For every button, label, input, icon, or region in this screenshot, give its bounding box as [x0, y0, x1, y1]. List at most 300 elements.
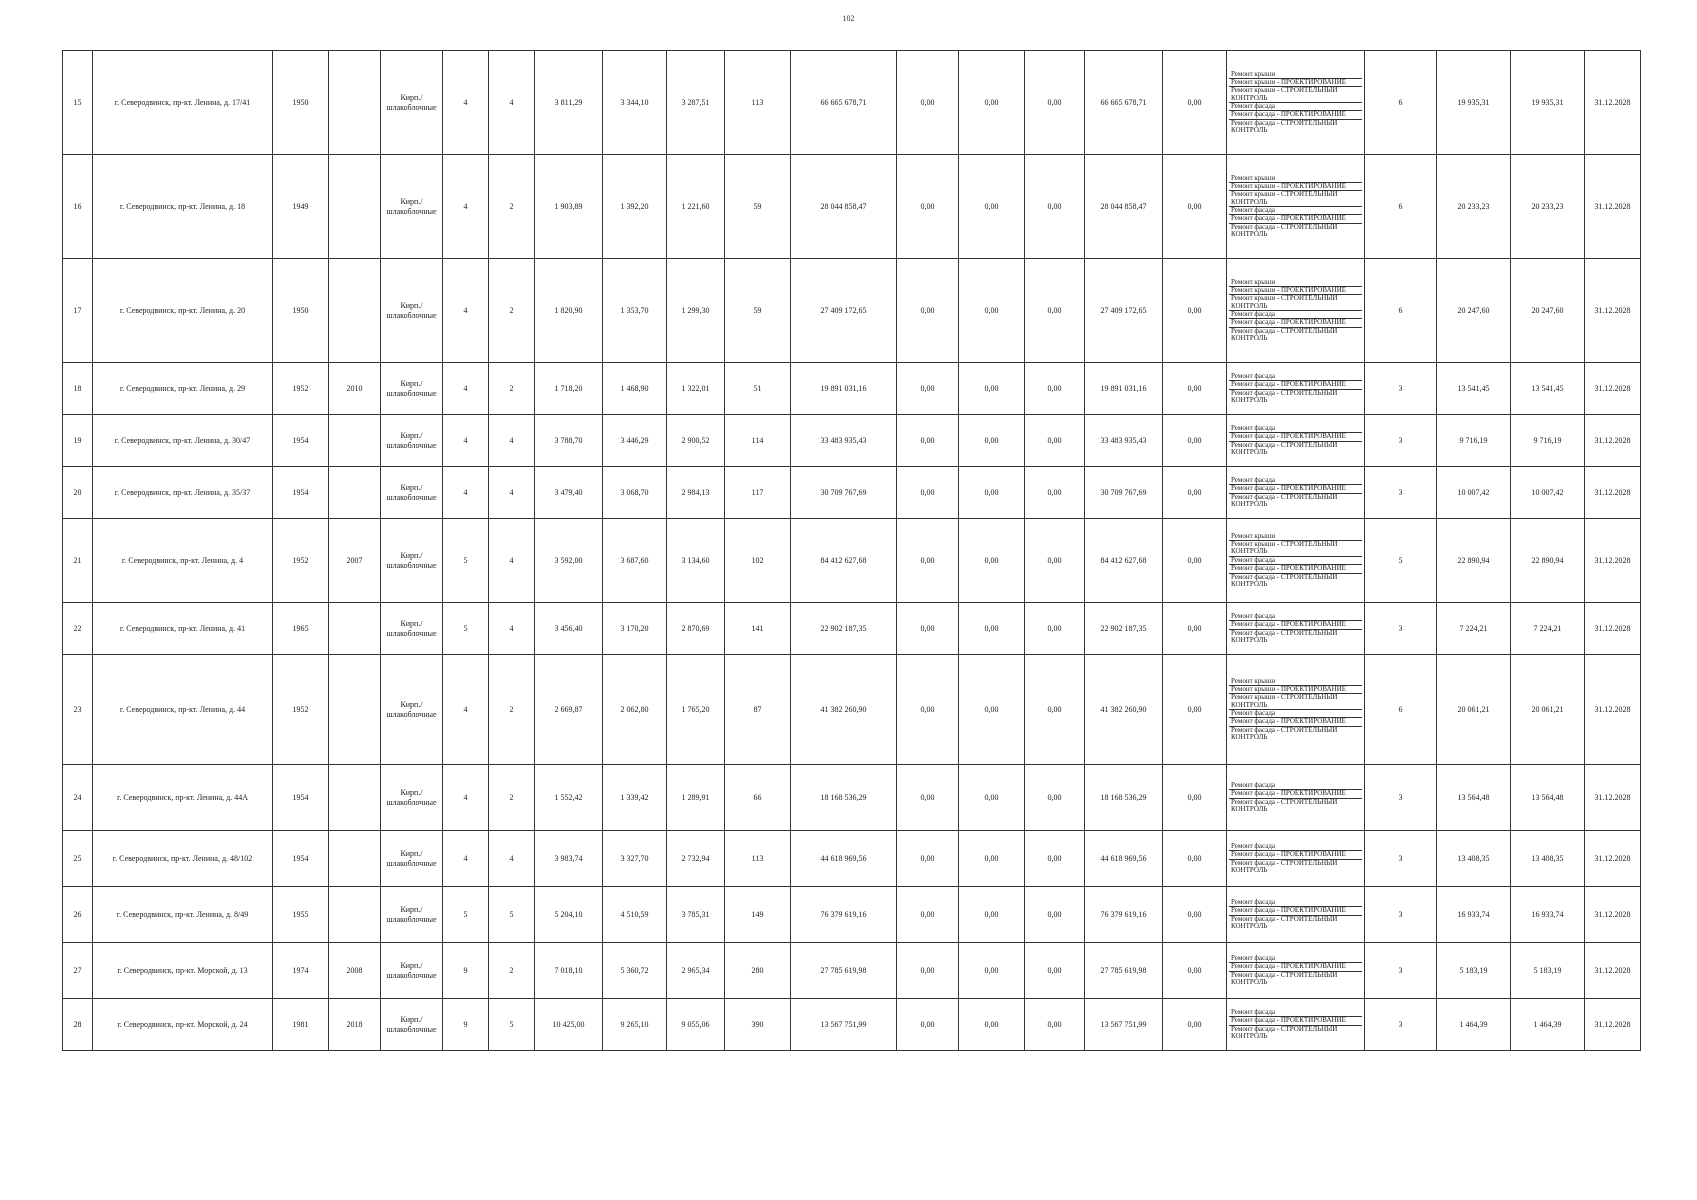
- work-item: Ремонт крыши - СТРОИТЕЛЬНЫЙ КОНТРОЛЬ: [1229, 191, 1362, 207]
- work-item: Ремонт фасада - СТРОИТЕЛЬНЫЙ КОНТРОЛЬ: [1231, 726, 1338, 742]
- area-living-cell: 4 510,59: [603, 887, 667, 943]
- fund-local-cell: 0,00: [1025, 519, 1085, 603]
- floors-count-cell: 4: [443, 467, 489, 519]
- unit-cost-cell: 13 541,45: [1437, 363, 1511, 415]
- owners-funds-cell: 18 168 536,29: [1085, 765, 1163, 831]
- area-total-cell: 1 820,90: [535, 259, 603, 363]
- max-unit-cost-cell: 22 890,94: [1511, 519, 1585, 603]
- year-built-cell: 1954: [273, 415, 329, 467]
- fund-regional-cell: 0,00: [959, 603, 1025, 655]
- wall-material-cell: Кирп./ шлакоблочные: [381, 467, 443, 519]
- work-item: Ремонт фасада - СТРОИТЕЛЬНЫЙ КОНТРОЛЬ: [1231, 1025, 1338, 1040]
- max-unit-cost-cell: 13 564,48: [1511, 765, 1585, 831]
- works-list-cell: [1227, 603, 1365, 655]
- works-list-cell: [1227, 765, 1365, 831]
- area-total-cell: 2 669,87: [535, 655, 603, 765]
- wall-material-cell: Кирп./ шлакоблочные: [381, 943, 443, 999]
- year-repair-cell: [329, 51, 381, 155]
- fund-local-cell: 0,00: [1025, 259, 1085, 363]
- works-list-cell: [1227, 519, 1365, 603]
- area-living-residential-cell: 3 785,31: [667, 887, 725, 943]
- row-number-cell: 23: [63, 655, 93, 765]
- fund-local-cell: 0,00: [1025, 155, 1085, 259]
- area-total-cell: 10 425,00: [535, 999, 603, 1051]
- table-row: [63, 467, 1641, 519]
- cost-total-cell: 27 409 172,65: [791, 259, 897, 363]
- repair-program-table: [62, 50, 1641, 1051]
- work-item: Ремонт фасада - СТРОИТЕЛЬНЫЙ КОНТРОЛЬ: [1231, 493, 1338, 508]
- unit-cost-cell: 20 233,23: [1437, 155, 1511, 259]
- owners-funds-cell: 28 044 858,47: [1085, 155, 1163, 259]
- year-built-cell: 1955: [273, 887, 329, 943]
- table-row: [63, 155, 1641, 259]
- owners-funds-cell: 30 709 767,69: [1085, 467, 1163, 519]
- unit-cost-cell: 9 716,19: [1437, 415, 1511, 467]
- row-number-cell: 18: [63, 363, 93, 415]
- fund-local-cell: 0,00: [1025, 655, 1085, 765]
- year-repair-cell: [329, 655, 381, 765]
- max-unit-cost-cell: 20 247,60: [1511, 259, 1585, 363]
- wall-material-cell: Кирп./ шлакоблочные: [381, 999, 443, 1051]
- table-row: [63, 259, 1641, 363]
- entrances-count-cell: 2: [489, 943, 535, 999]
- unit-cost-cell: 22 890,94: [1437, 519, 1511, 603]
- owners-funds-cell: 27 785 619,98: [1085, 943, 1163, 999]
- other-funds-cell: 0,00: [1163, 943, 1227, 999]
- deadline-cell: 31.12.2028: [1585, 51, 1641, 155]
- cost-total-cell: 66 665 678,71: [791, 51, 897, 155]
- work-item: Ремонт крыши - ПРОЕКТИРОВАНИЕ: [1229, 79, 1362, 87]
- other-funds-cell: 0,00: [1163, 259, 1227, 363]
- works-list: [1229, 613, 1362, 644]
- residents-count-cell: 59: [725, 259, 791, 363]
- residents-count-cell: 59: [725, 155, 791, 259]
- entrances-count-cell: 4: [489, 415, 535, 467]
- works-list: [1229, 782, 1362, 813]
- residents-count-cell: 141: [725, 603, 791, 655]
- table-row: [63, 51, 1641, 155]
- address-cell: г. Северодвинск, пр-кт. Ленина, д. 29: [93, 363, 273, 415]
- work-item: Ремонт фасада - СТРОИТЕЛЬНЫЙ КОНТРОЛЬ: [1231, 389, 1338, 404]
- fund-federal-cell: 0,00: [897, 765, 959, 831]
- year-repair-cell: [329, 155, 381, 259]
- unit-cost-cell: 20 061,21: [1437, 655, 1511, 765]
- owners-funds-cell: 13 567 751,99: [1085, 999, 1163, 1051]
- fund-federal-cell: 0,00: [897, 999, 959, 1051]
- entrances-count-cell: 2: [489, 155, 535, 259]
- work-item: Ремонт фасада - СТРОИТЕЛЬНЫЙ КОНТРОЛЬ: [1231, 971, 1338, 986]
- area-total-cell: 3 456,40: [535, 603, 603, 655]
- other-funds-cell: 0,00: [1163, 519, 1227, 603]
- other-funds-cell: 0,00: [1163, 655, 1227, 765]
- works-list: [1229, 477, 1362, 508]
- wall-material-cell: Кирп./ шлакоблочные: [381, 655, 443, 765]
- cost-total-cell: 19 891 031,16: [791, 363, 897, 415]
- table-row: [63, 831, 1641, 887]
- work-item: Ремонт фасада: [1229, 207, 1362, 215]
- fund-regional-cell: 0,00: [959, 259, 1025, 363]
- year-built-cell: 1954: [273, 765, 329, 831]
- max-unit-cost-cell: 13 408,35: [1511, 831, 1585, 887]
- fund-local-cell: 0,00: [1025, 51, 1085, 155]
- area-living-residential-cell: 9 055,06: [667, 999, 725, 1051]
- works-list: [1229, 175, 1362, 239]
- work-item: Ремонт фасада - СТРОИТЕЛЬНЫЙ КОНТРОЛЬ: [1231, 573, 1338, 588]
- area-living-cell: 2 062,80: [603, 655, 667, 765]
- table-row: [63, 655, 1641, 765]
- fund-regional-cell: 0,00: [959, 415, 1025, 467]
- address-cell: г. Северодвинск, пр-кт. Ленина, д. 44А: [93, 765, 273, 831]
- work-item: Ремонт фасада: [1229, 311, 1362, 319]
- works-count-cell: 3: [1365, 467, 1437, 519]
- table-row: [63, 603, 1641, 655]
- wall-material-cell: Кирп./ шлакоблочные: [381, 887, 443, 943]
- work-item: Ремонт крыши: [1229, 533, 1362, 541]
- area-living-residential-cell: 1 299,30: [667, 259, 725, 363]
- max-unit-cost-cell: 13 541,45: [1511, 363, 1585, 415]
- works-list: [1229, 678, 1362, 742]
- unit-cost-cell: 1 464,39: [1437, 999, 1511, 1051]
- fund-regional-cell: 0,00: [959, 943, 1025, 999]
- residents-count-cell: 149: [725, 887, 791, 943]
- work-item: Ремонт фасада - ПРОЕКТИРОВАНИЕ: [1229, 963, 1362, 971]
- fund-federal-cell: 0,00: [897, 655, 959, 765]
- floors-count-cell: 4: [443, 415, 489, 467]
- other-funds-cell: 0,00: [1163, 887, 1227, 943]
- area-total-cell: 3 479,40: [535, 467, 603, 519]
- row-number-cell: 26: [63, 887, 93, 943]
- work-item: Ремонт фасада: [1229, 782, 1362, 790]
- work-item: Ремонт крыши - ПРОЕКТИРОВАНИЕ: [1229, 183, 1362, 191]
- work-item: Ремонт фасада: [1229, 103, 1362, 111]
- max-unit-cost-cell: 1 464,39: [1511, 999, 1585, 1051]
- fund-federal-cell: 0,00: [897, 831, 959, 887]
- works-count-cell: 5: [1365, 519, 1437, 603]
- deadline-cell: 31.12.2028: [1585, 999, 1641, 1051]
- year-built-cell: 1954: [273, 467, 329, 519]
- area-total-cell: 1 903,89: [535, 155, 603, 259]
- deadline-cell: 31.12.2028: [1585, 603, 1641, 655]
- work-item: Ремонт крыши: [1229, 175, 1362, 183]
- entrances-count-cell: 2: [489, 259, 535, 363]
- address-cell: г. Северодвинск, пр-кт. Ленина, д. 8/49: [93, 887, 273, 943]
- work-item: Ремонт крыши: [1229, 71, 1362, 79]
- area-total-cell: 3 788,70: [535, 415, 603, 467]
- area-living-cell: 3 344,10: [603, 51, 667, 155]
- year-repair-cell: [329, 887, 381, 943]
- year-repair-cell: [329, 831, 381, 887]
- year-built-cell: 1950: [273, 51, 329, 155]
- cost-total-cell: 18 168 536,29: [791, 765, 897, 831]
- work-item: Ремонт крыши - ПРОЕКТИРОВАНИЕ: [1229, 287, 1362, 295]
- work-item: Ремонт фасада - СТРОИТЕЛЬНЫЙ КОНТРОЛЬ: [1231, 223, 1338, 239]
- works-count-cell: 3: [1365, 415, 1437, 467]
- address-cell: г. Северодвинск, пр-кт. Ленина, д. 4: [93, 519, 273, 603]
- fund-regional-cell: 0,00: [959, 519, 1025, 603]
- works-list-cell: [1227, 467, 1365, 519]
- table-row: [63, 999, 1641, 1051]
- floors-count-cell: 4: [443, 655, 489, 765]
- max-unit-cost-cell: 10 007,42: [1511, 467, 1585, 519]
- entrances-count-cell: 4: [489, 51, 535, 155]
- deadline-cell: 31.12.2028: [1585, 415, 1641, 467]
- year-repair-cell: 2007: [329, 519, 381, 603]
- works-list-cell: [1227, 259, 1365, 363]
- work-item: Ремонт фасада - СТРОИТЕЛЬНЫЙ КОНТРОЛЬ: [1231, 441, 1338, 456]
- fund-regional-cell: 0,00: [959, 999, 1025, 1051]
- work-item: Ремонт фасада - ПРОЕКТИРОВАНИЕ: [1229, 111, 1362, 119]
- year-built-cell: 1950: [273, 259, 329, 363]
- deadline-cell: 31.12.2028: [1585, 765, 1641, 831]
- entrances-count-cell: 4: [489, 467, 535, 519]
- works-count-cell: 6: [1365, 259, 1437, 363]
- residents-count-cell: 66: [725, 765, 791, 831]
- year-built-cell: 1974: [273, 943, 329, 999]
- work-item: Ремонт фасада - ПРОЕКТИРОВАНИЕ: [1229, 319, 1362, 327]
- wall-material-cell: Кирп./ шлакоблочные: [381, 831, 443, 887]
- fund-federal-cell: 0,00: [897, 887, 959, 943]
- residents-count-cell: 117: [725, 467, 791, 519]
- area-living-cell: 9 265,10: [603, 999, 667, 1051]
- deadline-cell: 31.12.2028: [1585, 259, 1641, 363]
- fund-local-cell: 0,00: [1025, 831, 1085, 887]
- residents-count-cell: 87: [725, 655, 791, 765]
- area-living-residential-cell: 2 900,52: [667, 415, 725, 467]
- cost-total-cell: 22 902 187,35: [791, 603, 897, 655]
- row-number-cell: 28: [63, 999, 93, 1051]
- works-count-cell: 3: [1365, 363, 1437, 415]
- owners-funds-cell: 44 618 969,56: [1085, 831, 1163, 887]
- year-built-cell: 1952: [273, 655, 329, 765]
- work-item: Ремонт фасада - ПРОЕКТИРОВАНИЕ: [1229, 621, 1362, 629]
- work-item: Ремонт фасада - ПРОЕКТИРОВАНИЕ: [1229, 485, 1362, 493]
- wall-material-cell: Кирп./ шлакоблочные: [381, 765, 443, 831]
- floors-count-cell: 4: [443, 155, 489, 259]
- area-living-cell: 1 339,42: [603, 765, 667, 831]
- area-living-residential-cell: 1 322,01: [667, 363, 725, 415]
- work-item: Ремонт фасада: [1229, 710, 1362, 718]
- residents-count-cell: 113: [725, 831, 791, 887]
- area-living-cell: 3 170,20: [603, 603, 667, 655]
- works-count-cell: 6: [1365, 655, 1437, 765]
- year-repair-cell: 2008: [329, 943, 381, 999]
- area-total-cell: 3 811,29: [535, 51, 603, 155]
- floors-count-cell: 4: [443, 765, 489, 831]
- fund-federal-cell: 0,00: [897, 467, 959, 519]
- other-funds-cell: 0,00: [1163, 415, 1227, 467]
- wall-material-cell: Кирп./ шлакоблочные: [381, 519, 443, 603]
- row-number-cell: 15: [63, 51, 93, 155]
- work-item: Ремонт крыши - СТРОИТЕЛЬНЫЙ КОНТРОЛЬ: [1229, 295, 1362, 311]
- fund-federal-cell: 0,00: [897, 943, 959, 999]
- area-living-cell: 3 446,29: [603, 415, 667, 467]
- row-number-cell: 19: [63, 415, 93, 467]
- wall-material-cell: Кирп./ шлакоблочные: [381, 363, 443, 415]
- cost-total-cell: 30 709 767,69: [791, 467, 897, 519]
- deadline-cell: 31.12.2028: [1585, 363, 1641, 415]
- works-list: [1229, 425, 1362, 456]
- work-item: Ремонт фасада - ПРОЕКТИРОВАНИЕ: [1229, 790, 1362, 798]
- unit-cost-cell: 13 408,35: [1437, 831, 1511, 887]
- area-living-residential-cell: 2 732,94: [667, 831, 725, 887]
- address-cell: г. Северодвинск, пр-кт. Ленина, д. 48/102: [93, 831, 273, 887]
- area-living-cell: 3 068,70: [603, 467, 667, 519]
- fund-regional-cell: 0,00: [959, 887, 1025, 943]
- max-unit-cost-cell: 9 716,19: [1511, 415, 1585, 467]
- fund-local-cell: 0,00: [1025, 415, 1085, 467]
- works-list-cell: [1227, 943, 1365, 999]
- cost-total-cell: 84 412 627,68: [791, 519, 897, 603]
- area-living-residential-cell: 3 134,60: [667, 519, 725, 603]
- work-item: Ремонт фасада - ПРОЕКТИРОВАНИЕ: [1229, 718, 1362, 726]
- area-total-cell: 1 552,42: [535, 765, 603, 831]
- works-count-cell: 6: [1365, 51, 1437, 155]
- entrances-count-cell: 5: [489, 999, 535, 1051]
- other-funds-cell: 0,00: [1163, 831, 1227, 887]
- fund-federal-cell: 0,00: [897, 155, 959, 259]
- table-row: [63, 363, 1641, 415]
- work-item: Ремонт фасада - ПРОЕКТИРОВАНИЕ: [1229, 381, 1362, 389]
- fund-federal-cell: 0,00: [897, 259, 959, 363]
- cost-total-cell: 44 618 969,56: [791, 831, 897, 887]
- works-count-cell: 6: [1365, 155, 1437, 259]
- floors-count-cell: 5: [443, 603, 489, 655]
- wall-material-cell: Кирп./ шлакоблочные: [381, 51, 443, 155]
- fund-federal-cell: 0,00: [897, 415, 959, 467]
- works-list: [1229, 279, 1362, 343]
- work-item: Ремонт фасада: [1229, 557, 1362, 565]
- table-row: [63, 415, 1641, 467]
- owners-funds-cell: 84 412 627,68: [1085, 519, 1163, 603]
- other-funds-cell: 0,00: [1163, 155, 1227, 259]
- fund-regional-cell: 0,00: [959, 765, 1025, 831]
- owners-funds-cell: 66 665 678,71: [1085, 51, 1163, 155]
- floors-count-cell: 4: [443, 363, 489, 415]
- entrances-count-cell: 4: [489, 603, 535, 655]
- max-unit-cost-cell: 19 935,31: [1511, 51, 1585, 155]
- residents-count-cell: 113: [725, 51, 791, 155]
- area-living-residential-cell: 3 287,51: [667, 51, 725, 155]
- unit-cost-cell: 7 224,21: [1437, 603, 1511, 655]
- unit-cost-cell: 5 183,19: [1437, 943, 1511, 999]
- area-total-cell: 3 592,00: [535, 519, 603, 603]
- works-list-cell: [1227, 415, 1365, 467]
- owners-funds-cell: 33 483 935,43: [1085, 415, 1163, 467]
- row-number-cell: 27: [63, 943, 93, 999]
- unit-cost-cell: 16 933,74: [1437, 887, 1511, 943]
- work-item: Ремонт фасада - ПРОЕКТИРОВАНИЕ: [1229, 1017, 1362, 1025]
- unit-cost-cell: 13 564,48: [1437, 765, 1511, 831]
- fund-local-cell: 0,00: [1025, 603, 1085, 655]
- residents-count-cell: 114: [725, 415, 791, 467]
- owners-funds-cell: 19 891 031,16: [1085, 363, 1163, 415]
- wall-material-cell: Кирп./ шлакоблочные: [381, 415, 443, 467]
- work-item: Ремонт фасада - ПРОЕКТИРОВАНИЕ: [1229, 215, 1362, 223]
- work-item: Ремонт фасада: [1229, 955, 1362, 963]
- address-cell: г. Северодвинск, пр-кт. Ленина, д. 35/37: [93, 467, 273, 519]
- unit-cost-cell: 20 247,60: [1437, 259, 1511, 363]
- cost-total-cell: 28 044 858,47: [791, 155, 897, 259]
- works-list: [1229, 71, 1362, 135]
- work-item: Ремонт фасада - СТРОИТЕЛЬНЫЙ КОНТРОЛЬ: [1231, 119, 1338, 135]
- other-funds-cell: 0,00: [1163, 51, 1227, 155]
- deadline-cell: 31.12.2028: [1585, 467, 1641, 519]
- max-unit-cost-cell: 20 061,21: [1511, 655, 1585, 765]
- row-number-cell: 25: [63, 831, 93, 887]
- work-item: Ремонт фасада: [1229, 477, 1362, 485]
- max-unit-cost-cell: 5 183,19: [1511, 943, 1585, 999]
- entrances-count-cell: 5: [489, 887, 535, 943]
- year-repair-cell: 2018: [329, 999, 381, 1051]
- other-funds-cell: 0,00: [1163, 363, 1227, 415]
- area-living-cell: 3 687,60: [603, 519, 667, 603]
- address-cell: г. Северодвинск, пр-кт. Ленина, д. 17/41: [93, 51, 273, 155]
- cost-total-cell: 33 483 935,43: [791, 415, 897, 467]
- table-row: [63, 519, 1641, 603]
- entrances-count-cell: 2: [489, 363, 535, 415]
- area-living-cell: 1 392,20: [603, 155, 667, 259]
- residents-count-cell: 51: [725, 363, 791, 415]
- fund-regional-cell: 0,00: [959, 831, 1025, 887]
- year-repair-cell: [329, 259, 381, 363]
- year-built-cell: 1954: [273, 831, 329, 887]
- works-list-cell: [1227, 51, 1365, 155]
- area-total-cell: 1 718,20: [535, 363, 603, 415]
- area-living-cell: 3 327,70: [603, 831, 667, 887]
- wall-material-cell: Кирп./ шлакоблочные: [381, 259, 443, 363]
- works-list-cell: [1227, 655, 1365, 765]
- works-list-cell: [1227, 999, 1365, 1051]
- work-item: Ремонт крыши - СТРОИТЕЛЬНЫЙ КОНТРОЛЬ: [1229, 694, 1362, 710]
- max-unit-cost-cell: 20 233,23: [1511, 155, 1585, 259]
- cost-total-cell: 41 382 260,90: [791, 655, 897, 765]
- floors-count-cell: 9: [443, 999, 489, 1051]
- area-living-residential-cell: 1 289,91: [667, 765, 725, 831]
- max-unit-cost-cell: 16 933,74: [1511, 887, 1585, 943]
- year-repair-cell: [329, 415, 381, 467]
- entrances-count-cell: 2: [489, 655, 535, 765]
- floors-count-cell: 5: [443, 519, 489, 603]
- row-number-cell: 22: [63, 603, 93, 655]
- address-cell: г. Северодвинск, пр-кт. Ленина, д. 20: [93, 259, 273, 363]
- area-living-cell: 5 360,72: [603, 943, 667, 999]
- entrances-count-cell: 4: [489, 831, 535, 887]
- row-number-cell: 24: [63, 765, 93, 831]
- fund-local-cell: 0,00: [1025, 765, 1085, 831]
- work-item: Ремонт фасада - СТРОИТЕЛЬНЫЙ КОНТРОЛЬ: [1231, 629, 1338, 644]
- other-funds-cell: 0,00: [1163, 999, 1227, 1051]
- work-item: Ремонт крыши - ПРОЕКТИРОВАНИЕ: [1229, 686, 1362, 694]
- fund-local-cell: 0,00: [1025, 943, 1085, 999]
- address-cell: г. Северодвинск, пр-кт. Ленина, д. 30/47: [93, 415, 273, 467]
- other-funds-cell: 0,00: [1163, 603, 1227, 655]
- works-list-cell: [1227, 887, 1365, 943]
- table-row: [63, 765, 1641, 831]
- area-total-cell: 5 204,10: [535, 887, 603, 943]
- year-built-cell: 1952: [273, 363, 329, 415]
- row-number-cell: 17: [63, 259, 93, 363]
- fund-federal-cell: 0,00: [897, 603, 959, 655]
- works-list: [1229, 373, 1362, 404]
- area-living-residential-cell: 2 870,69: [667, 603, 725, 655]
- works-count-cell: 3: [1365, 943, 1437, 999]
- address-cell: г. Северодвинск, пр-кт. Ленина, д. 18: [93, 155, 273, 259]
- year-built-cell: 1981: [273, 999, 329, 1051]
- area-living-cell: 1 353,70: [603, 259, 667, 363]
- work-item: Ремонт крыши: [1229, 279, 1362, 287]
- entrances-count-cell: 2: [489, 765, 535, 831]
- work-item: Ремонт фасада - СТРОИТЕЛЬНЫЙ КОНТРОЛЬ: [1231, 859, 1338, 874]
